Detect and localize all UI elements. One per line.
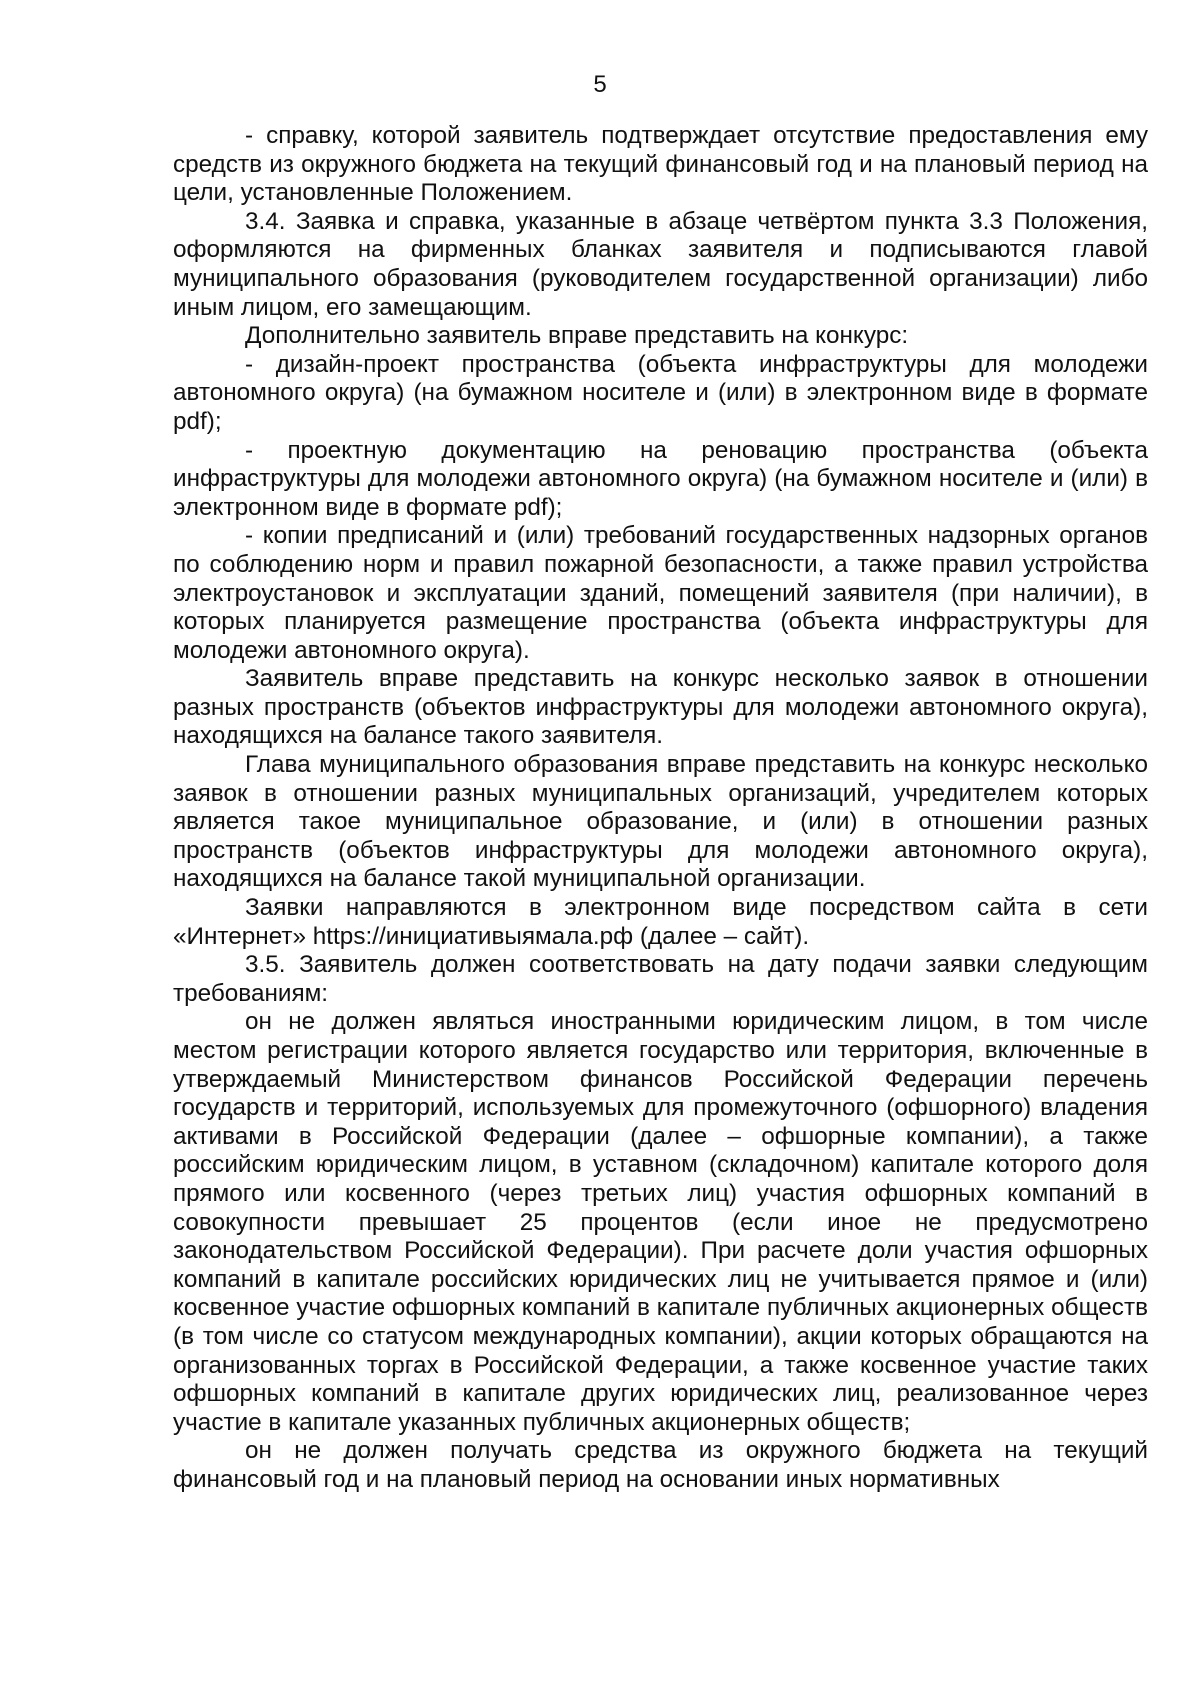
paragraph: он не должен являться иностранными юридическим лицом, в том числе местом регистрации которого является государство или территория, включенные в утверждаемый Министерством финансов Российской Федерации перечень государств и территорий, используемых для промежуточного (офшорного) владения активами в Российской Федерации (далее – офшорные компании), а также российским юридическим лицом, в уставном (складочном) капитале которого доля прямого или косвенного (через третьих лиц) участия офшорных компаний в совокупности превышает 25 процентов (если иное не предусмотрено законодательством Российской Федерации). При расчете доли участия офшорных компаний в капитале российских юридических лиц не учитывается прямое и (или) косвенное участие офшорных компаний в капитале публичных акционерных обществ (в том числе со статусом международных компании), акции которых обращаются на организованных торгах в Российской Федерации, а также косвенное участие таких офшорных компаний в капитале других юридических лиц, реализованное через участие в капитале указанных публичных акционерных обществ;: [173, 1008, 1148, 1436]
page-number: 5: [593, 71, 607, 98]
paragraph: Глава муниципального образования вправе представить на конкурс несколько заявок в отношении разных муниципальных организаций, учредителем которых является такое муниципальное образование, и (или) в отношении разных пространств (объектов инфраструктуры для молодежи автономного округа), находящихся на балансе такой муниципальной организации.: [173, 751, 1148, 893]
document-body: [173, 122, 1148, 1495]
paragraph: - справку, которой заявитель подтверждает отсутствие предоставления ему средств из окружного бюджета на текущий финансовый год и на плановый период на цели, установленные Положением.: [173, 122, 1148, 207]
paragraph: - копии предписаний и (или) требований государственных надзорных органов по соблюдению норм и правил пожарной безопасности, а также правил устройства электроустановок и эксплуатации зданий, помещений заявителя (при наличии), в которых планируется размещение пространства (объекта инфраструктуры для молодежи автономного округа).: [173, 522, 1148, 664]
paragraph: - проектную документацию на реновацию пространства (объекта инфраструктуры для молодежи автономного округа) (на бумажном носителе и (или) в электронном виде в формате pdf);: [173, 436, 1148, 521]
paragraph: он не должен получать средства из окружного бюджета на текущий финансовый год и на плановый период на основании иных нормативных: [173, 1437, 1148, 1493]
paragraph: 3.5. Заявитель должен соответствовать на дату подачи заявки следующим требованиям:: [173, 951, 1148, 1007]
paragraph: 3.4. Заявка и справка, указанные в абзаце четвёртом пункта 3.3 Положения, оформляются на фирменных бланках заявителя и подписываются главой муниципального образования (руководителем государственной организации) либо иным лицом, его замещающим.: [173, 207, 1148, 321]
paragraph: Заявитель вправе представить на конкурс несколько заявок в отношении разных пространств (объектов инфраструктуры для молодежи автономного округа), находящихся на балансе такого заявителя.: [173, 665, 1148, 750]
paragraph: - дизайн-проект пространства (объекта инфраструктуры для молодежи автономного округа) (на бумажном носителе и (или) в электронном виде в формате pdf);: [173, 350, 1148, 435]
paragraph: Заявки направляются в электронном виде посредством сайта в сети «Интернет» https://инициативыямала.рф (далее – сайт).: [173, 894, 1148, 950]
paragraph: Дополнительно заявитель вправе представить на конкурс:: [245, 322, 909, 350]
